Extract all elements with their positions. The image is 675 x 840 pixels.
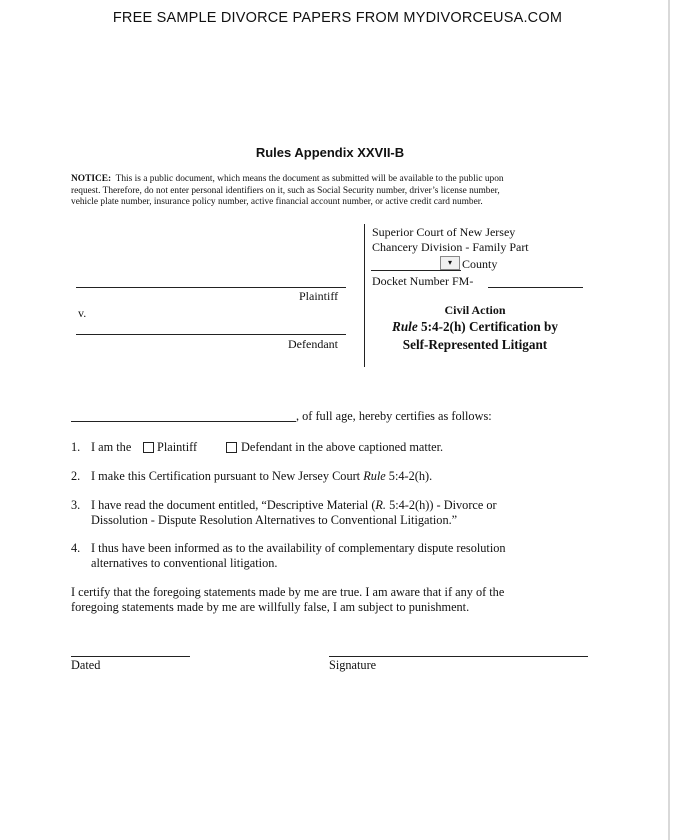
court-division: Chancery Division - Family Part	[372, 240, 529, 254]
item-2-number: 2.	[71, 469, 81, 483]
plaintiff-label: Plaintiff	[299, 289, 339, 303]
notice-line-3: vehicle plate number, insurance policy number, active financial account number, or active credit card number.	[71, 197, 483, 207]
item-4-line-2: alternatives to conventional litigation.	[91, 556, 278, 570]
closing-line-2: foregoing statements made by me are willfully false, I am subject to punishment.	[71, 600, 470, 614]
certification-title-line-2: Self-Represented Litigant	[402, 337, 548, 352]
civil-action-heading: Civil Action	[444, 303, 506, 317]
item-3-number: 3.	[71, 498, 81, 512]
plaintiff-name-line[interactable]	[76, 287, 346, 288]
chevron-down-icon: ▾	[447, 258, 452, 267]
certification-title-line-1: Rule 5:4-2(h) Certification by	[392, 319, 558, 334]
appendix-title: Rules Appendix XXVII-B	[255, 145, 405, 160]
notice-block	[71, 174, 591, 209]
defendant-label: Defendant	[288, 337, 338, 351]
county-label: County	[462, 257, 498, 271]
notice-label: NOTICE:	[71, 174, 112, 184]
versus-label: v.	[78, 306, 87, 320]
item-3-line-2: Dissolution - Dispute Resolution Alternatives to Conventional Litigation.”	[91, 513, 458, 527]
item-1-number: 1.	[71, 440, 81, 454]
docket-number-field[interactable]	[488, 287, 583, 288]
notice-line-1: NOTICE: This is a public document, which means the document as submitted will be available to the public upon	[71, 174, 504, 184]
item-1-prefix: I am the	[91, 440, 132, 454]
closing-line-1: I certify that the foregoing statements made by me are true. I am aware that if any of the	[71, 585, 505, 599]
certifier-name-field[interactable]	[71, 421, 296, 422]
court-name: Superior Court of New Jersey	[372, 225, 516, 239]
banner-title: FREE SAMPLE DIVORCE PAPERS FROM MYDIVORCEUSA.COM	[112, 10, 563, 26]
plaintiff-checkbox-label: Plaintiff	[157, 440, 198, 454]
dated-label: Dated	[71, 658, 101, 672]
date-field[interactable]	[71, 656, 190, 657]
signature-label: Signature	[329, 658, 377, 672]
defendant-checkbox-label: Defendant in the above captioned matter.	[241, 440, 444, 454]
county-dropdown[interactable]	[440, 256, 460, 270]
item-4-number: 4.	[71, 541, 81, 555]
item-2-text: I make this Certification pursuant to New Jersey Court Rule 5:4-2(h).	[91, 469, 433, 483]
page-edge	[668, 0, 670, 840]
item-3-line-1: I have read the document entitled, “Descriptive Material (R. 5:4-2(h)) - Divorce or	[91, 498, 497, 512]
item-4-line-1: I thus have been informed as to the availability of complementary dispute resolution	[91, 541, 506, 555]
caption-divider	[364, 224, 365, 367]
notice-line-2: request. Therefore, do not enter personal identifiers on it, such as Social Security number, driver’s license number,	[71, 185, 500, 196]
county-line	[371, 270, 461, 271]
defendant-checkbox[interactable]	[226, 442, 237, 453]
docket-label: Docket Number FM-	[372, 274, 474, 288]
signature-field[interactable]	[329, 656, 588, 657]
certifies-text: , of full age, hereby certifies as follows:	[296, 409, 492, 423]
defendant-name-line[interactable]	[76, 334, 346, 335]
plaintiff-checkbox[interactable]	[143, 442, 154, 453]
